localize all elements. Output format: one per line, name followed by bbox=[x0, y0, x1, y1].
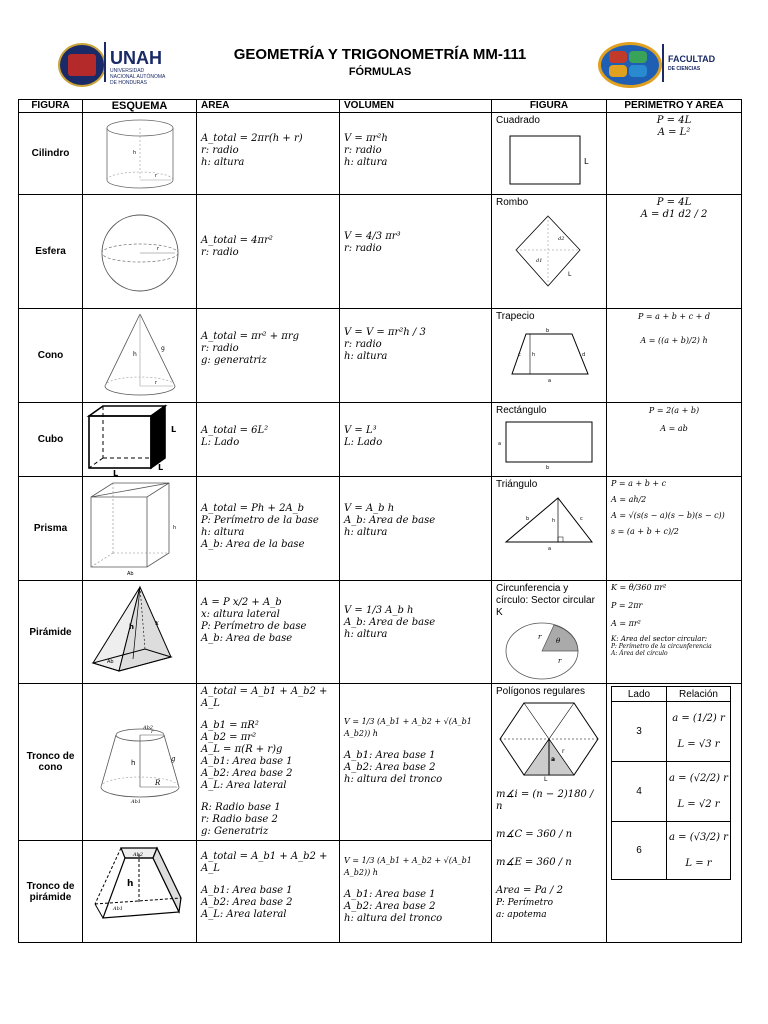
logo-divider bbox=[104, 42, 106, 82]
svg-text:h: h bbox=[129, 623, 134, 631]
page-title: GEOMETRÍA Y TRIGONOMETRÍA MM-111 bbox=[233, 46, 527, 63]
area-cell: A_total = A_b1 + A_b2 + A_L A_b1 = πR² A_b2 = πr² A_L = π(R + r)g A_b1: Area base 1 A_b2: Area base 2 A_L: Area lateral R: Radio base 1 r: Radio base 2 g: Generatriz bbox=[197, 684, 340, 841]
sphere-diagram bbox=[83, 195, 197, 309]
rel-value: a = (√2/2) r L = √2 r bbox=[667, 762, 731, 822]
faculty-logo bbox=[598, 42, 662, 88]
svg-text:a: a bbox=[498, 441, 502, 447]
figure-name: Cono bbox=[19, 309, 83, 403]
svg-text:L: L bbox=[158, 462, 164, 472]
figure-name: Cilindro bbox=[19, 113, 83, 195]
table-row bbox=[19, 195, 742, 309]
perimeter-area-cell: P = a + b + c + d A = ((a + b)/2) h bbox=[607, 309, 742, 403]
volume-cell: V = 4/3 πr³ r: radio bbox=[340, 195, 492, 309]
volume-cell: V = L³ L: Lado bbox=[340, 403, 492, 477]
rel-value: a = (√3/2) r L = r bbox=[667, 822, 731, 880]
svg-text:h: h bbox=[131, 759, 136, 767]
svg-text:Ab1: Ab1 bbox=[113, 905, 123, 912]
col-header: PERÍMETRO Y AREA bbox=[607, 100, 742, 113]
rhombus-diagram bbox=[496, 210, 602, 294]
area-cell: A_total = 2πr(h + r) r: radio h: altura bbox=[197, 113, 340, 195]
square-diagram bbox=[496, 128, 602, 188]
svg-text:r: r bbox=[155, 379, 158, 386]
svg-text:h: h bbox=[532, 352, 536, 358]
page-header bbox=[0, 0, 768, 96]
rel-header: Lado bbox=[612, 687, 667, 702]
area-cell: A = P x/2 + A_b x: altura lateral P: Perímetro de base A_b: Area de base bbox=[197, 581, 340, 684]
rectangle-diagram bbox=[496, 418, 602, 470]
svg-text:r: r bbox=[562, 748, 565, 755]
svg-text:d1: d1 bbox=[536, 258, 543, 264]
perimeter-area-cell: P = 4L A = L² bbox=[607, 113, 742, 195]
label-h: h bbox=[133, 149, 137, 156]
svg-text:d2: d2 bbox=[558, 236, 565, 242]
prism-diagram bbox=[83, 477, 197, 581]
area-cell: A_total = 6L² L: Lado bbox=[197, 403, 340, 477]
cone-diagram bbox=[83, 309, 197, 403]
rel-value: a = (1/2) r L = √3 r bbox=[667, 702, 731, 762]
col-header: FIGURA bbox=[492, 100, 607, 113]
svg-text:L: L bbox=[568, 271, 572, 278]
svg-text:c: c bbox=[580, 516, 583, 522]
svg-text:r: r bbox=[558, 657, 562, 665]
table-row bbox=[19, 581, 742, 684]
svg-text:Ab: Ab bbox=[107, 659, 114, 665]
plane-figure-name: Cuadrado bbox=[496, 115, 540, 126]
faculty-name: FACULTAD DE CIENCIAS bbox=[668, 54, 716, 72]
relation-cell bbox=[607, 684, 742, 943]
table-header-row bbox=[19, 100, 742, 113]
unah-logo bbox=[58, 43, 106, 87]
col-header: FIGURA bbox=[19, 100, 83, 113]
perimeter-area-cell: P = 4L A = d1 d2 / 2 bbox=[607, 195, 742, 309]
figure-name: Cubo bbox=[19, 403, 83, 477]
svg-text:Ab2: Ab2 bbox=[143, 725, 153, 731]
area-cell: A_total = πr² + πrg r: radio g: generatriz bbox=[197, 309, 340, 403]
plane-figure-cell: Rectángulo a b bbox=[492, 403, 607, 477]
col-header: VOLUMEN bbox=[340, 100, 492, 113]
col-header: ÁREA bbox=[197, 100, 340, 113]
svg-text:R: R bbox=[155, 779, 161, 787]
svg-text:r: r bbox=[538, 633, 542, 641]
page-subtitle: FÓRMULAS bbox=[348, 66, 412, 78]
area-cell: A_total = A_b1 + A_b2 + A_L A_b1: Area base 1 A_b2: Area base 2 A_L: Area lateral bbox=[197, 841, 340, 943]
plane-figure-cell: Circunferencia y círculo: Sector circular K r θ r bbox=[492, 581, 607, 684]
volume-cell: V = V = πr²h / 3 r: radio h: altura bbox=[340, 309, 492, 403]
svg-text:Ab1: Ab1 bbox=[131, 799, 141, 805]
svg-text:g: g bbox=[161, 344, 165, 352]
figure-name: Tronco de cono bbox=[19, 684, 83, 841]
svg-text:b: b bbox=[546, 465, 550, 471]
svg-text:c: c bbox=[518, 352, 521, 358]
volume-cell: V = 1/3 (A_b1 + A_b2 + √(A_b1 A_b2)) h A_b1: Area base 1 A_b2: Area base 2 h: altura del tronco bbox=[340, 841, 492, 943]
frustum-pyramid-diagram bbox=[83, 841, 197, 943]
table-row bbox=[19, 403, 742, 477]
cube-diagram bbox=[83, 403, 197, 477]
plane-figure-cell bbox=[492, 113, 607, 195]
institution-subtitle: UNIVERSIDAD NACIONAL AUTÓNOMA DE HONDURAS bbox=[110, 68, 166, 86]
rel-lado: 3 bbox=[612, 702, 667, 762]
plane-figure-cell: Rombo d2 d1 L bbox=[492, 195, 607, 309]
svg-text:L: L bbox=[544, 776, 548, 783]
plane-figure-cell: Triángulo b h c a bbox=[492, 477, 607, 581]
svg-text:x: x bbox=[155, 619, 159, 627]
relation-table bbox=[611, 686, 731, 880]
svg-text:h: h bbox=[173, 524, 177, 531]
perimeter-area-cell: K = θ/360 πr² P = 2πr A = πr² K: Area del sector circular: P: Perímetro de la circunferencia A: Área del círculo bbox=[607, 581, 742, 684]
volume-cell: V = πr²h r: radio h: altura bbox=[340, 113, 492, 195]
table-row bbox=[19, 477, 742, 581]
rel-lado: 4 bbox=[612, 762, 667, 822]
cylinder-diagram bbox=[83, 113, 197, 195]
svg-text:L: L bbox=[171, 424, 177, 434]
svg-text:h: h bbox=[552, 518, 556, 524]
svg-text:L: L bbox=[584, 157, 589, 166]
figure-name: Prisma bbox=[19, 477, 83, 581]
svg-text:h: h bbox=[127, 878, 134, 889]
logo-divider-right bbox=[662, 44, 664, 82]
svg-text:b: b bbox=[526, 516, 530, 522]
circle-sector-diagram bbox=[496, 621, 602, 681]
svg-text:Ab: Ab bbox=[127, 570, 134, 577]
svg-text:L: L bbox=[113, 468, 119, 478]
institution-name: UNAH bbox=[110, 48, 162, 68]
figure-name: Tronco de pirámide bbox=[19, 841, 83, 943]
formula-table bbox=[18, 99, 742, 943]
rel-lado: 6 bbox=[612, 822, 667, 880]
svg-text:Ab2: Ab2 bbox=[133, 851, 143, 858]
volume-cell: V = 1/3 (A_b1 + A_b2 + √(A_b1 A_b2)) h A_b1: Area base 1 A_b2: Area base 2 h: altura del tronco bbox=[340, 684, 492, 841]
svg-text:a: a bbox=[551, 756, 556, 763]
figure-name: Pirámide bbox=[19, 581, 83, 684]
rel-header: Relación bbox=[667, 687, 731, 702]
table-row bbox=[19, 309, 742, 403]
svg-text:a: a bbox=[548, 378, 552, 384]
volume-cell: V = A_b h A_b: Area de base h: altura bbox=[340, 477, 492, 581]
plane-figure-cell: Polígonos regulares a r L m∡i = (n − 2)180 / n m∡C = 360 / n m∡E = 360 / n Area = Pa / 2 P: Perímetro a: apotema bbox=[492, 684, 607, 943]
perimeter-area-cell: P = a + b + c A = ah/2 A = √(s(s − a)(s − b)(s − c)) s = (a + b + c)/2 bbox=[607, 477, 742, 581]
svg-text:d: d bbox=[582, 352, 586, 358]
trapezoid-diagram bbox=[496, 324, 602, 384]
hexagon-diagram bbox=[496, 699, 602, 783]
svg-text:r: r bbox=[157, 245, 160, 252]
table-row bbox=[19, 113, 742, 195]
area-cell: A_total = 4πr² r: radio bbox=[197, 195, 340, 309]
perimeter-area-cell: P = 2(a + b) A = ab bbox=[607, 403, 742, 477]
col-header: ESQUEMA bbox=[83, 100, 197, 113]
svg-text:θ: θ bbox=[556, 637, 561, 645]
frustum-cone-diagram bbox=[83, 684, 197, 841]
volume-cell: V = 1/3 A_b h A_b: Area de base h: altura bbox=[340, 581, 492, 684]
svg-text:g: g bbox=[171, 755, 176, 763]
pyramid-diagram bbox=[83, 581, 197, 684]
triangle-diagram bbox=[496, 492, 602, 552]
svg-text:a: a bbox=[548, 546, 552, 552]
svg-text:b: b bbox=[546, 328, 550, 334]
area-cell: A_total = Ph + 2A_b P: Perímetro de la base h: altura A_b: Area de la base bbox=[197, 477, 340, 581]
figure-name: Esfera bbox=[19, 195, 83, 309]
table-row bbox=[19, 684, 742, 841]
label-r: r bbox=[155, 172, 158, 179]
svg-text:h: h bbox=[133, 350, 137, 358]
svg-text:r: r bbox=[151, 729, 154, 735]
plane-figure-cell: Trapecio b c h d a bbox=[492, 309, 607, 403]
